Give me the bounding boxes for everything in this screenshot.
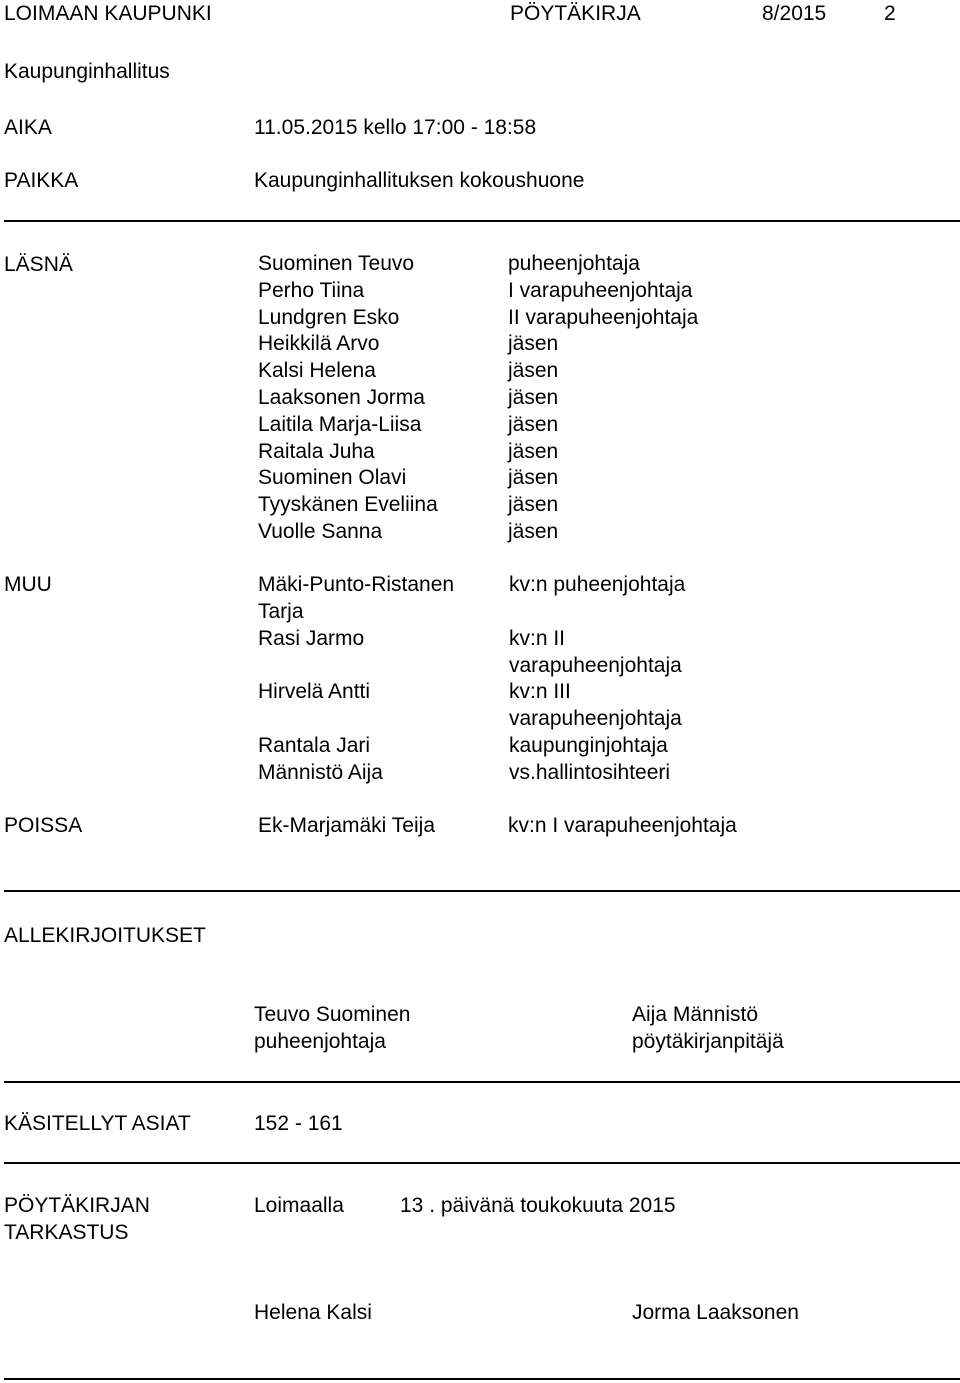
present-member-role: jäsen: [508, 519, 559, 543]
document-type: PÖYTÄKIRJA: [510, 2, 641, 25]
present-member-name: Tyyskänen Eveliina: [258, 493, 438, 517]
others-member-name: [258, 759, 498, 786]
absent-name: Ek-Marjamäki Teija: [258, 814, 435, 837]
others-member-role: [509, 759, 729, 786]
present-member-role: jäsen: [508, 439, 559, 463]
present-member-role: jäsen: [508, 412, 559, 436]
time-label: AIKA: [4, 116, 52, 139]
signatures-label: ALLEKIRJOITUKSET: [4, 924, 206, 947]
divider: [4, 1378, 960, 1380]
reviewer-2-name: Jorma Laaksonen: [632, 1301, 799, 1324]
others-member-role-line: kv:n II: [509, 626, 566, 650]
present-member-role: jäsen: [508, 359, 559, 383]
others-member-role-line: kaupunginjohtaja: [509, 733, 668, 757]
signer-1-name: Teuvo Suominen: [254, 1003, 411, 1026]
document-number: 8/2015: [762, 2, 827, 25]
present-member-name: Lundgren Esko: [258, 305, 400, 329]
others-member-role-line: varapuheenjohtaja: [509, 653, 682, 677]
others-member-name-line: Rantala Jari: [258, 733, 371, 757]
absent-label: POISSA: [4, 814, 83, 837]
others-member-name-line: Männistö Aija: [258, 760, 383, 784]
items-label: KÄSITELLYT ASIAT: [4, 1112, 191, 1135]
page-number: 2: [884, 2, 896, 25]
present-member-role: jäsen: [508, 385, 559, 409]
present-roles-list: [508, 251, 698, 546]
present-member-name: Vuolle Sanna: [258, 519, 383, 543]
place-value: Kaupunginhallituksen kokoushuone: [254, 169, 585, 192]
present-member-name: Perho Tiina: [258, 278, 365, 302]
present-member-role: jäsen: [508, 332, 559, 356]
others-label: MUU: [4, 573, 52, 596]
others-member-role: [509, 732, 729, 759]
present-member-role: jäsen: [508, 466, 559, 490]
present-member-role: puheenjohtaja: [508, 252, 640, 275]
review-place: Loimaalla: [254, 1194, 344, 1217]
others-member-role: [509, 625, 729, 679]
divider: [4, 1162, 960, 1164]
present-member-name: Laaksonen Jorma: [258, 385, 425, 409]
divider: [4, 220, 960, 222]
present-names-list: [258, 251, 438, 546]
others-member-role: [509, 678, 729, 732]
others-member-name: [258, 678, 498, 705]
signer-2-title: pöytäkirjanpitäjä: [632, 1030, 784, 1053]
time-value: 11.05.2015 kello 17:00 - 18:58: [254, 116, 537, 139]
present-member-name: Suominen Teuvo: [258, 252, 415, 275]
present-member-role: II varapuheenjohtaja: [508, 305, 699, 329]
others-member-role-line: varapuheenjohtaja: [509, 707, 682, 731]
signer-2-name: Aija Männistö: [632, 1003, 759, 1026]
items-value: 152 - 161: [254, 1112, 343, 1135]
present-member-name: Kalsi Helena: [258, 359, 376, 383]
organization-name: LOIMAAN KAUPUNKI: [4, 2, 212, 25]
present-member-role: jäsen: [508, 493, 559, 517]
others-member-role-line: vs.hallintosihteeri: [509, 760, 671, 784]
absent-role: kv:n I varapuheenjohtaja: [508, 814, 737, 837]
others-member-name: [258, 625, 498, 652]
others-member-name: [258, 732, 498, 759]
others-member-name-line: Tarja: [258, 600, 304, 623]
others-member-role-line: kv:n puheenjohtaja: [509, 573, 686, 596]
others-member-role: [509, 571, 729, 598]
others-member-name: [258, 571, 498, 625]
present-member-name: Raitala Juha: [258, 439, 375, 463]
present-member-name: Heikkilä Arvo: [258, 332, 380, 356]
present-member-name: Laitila Marja-Liisa: [258, 412, 422, 436]
present-label: LÄSNÄ: [4, 253, 73, 276]
present-member-role: I varapuheenjohtaja: [508, 278, 693, 302]
review-label-line-2: TARKASTUS: [4, 1221, 129, 1244]
place-label: PAIKKA: [4, 169, 79, 192]
divider: [4, 890, 960, 892]
reviewer-1-name: Helena Kalsi: [254, 1301, 372, 1324]
divider: [4, 1081, 960, 1083]
review-label-line-1: PÖYTÄKIRJAN: [4, 1194, 150, 1217]
others-member-role-line: kv:n III: [509, 680, 571, 704]
governing-body: Kaupunginhallitus: [4, 60, 170, 83]
others-member-name-line: Hirvelä Antti: [258, 680, 371, 704]
others-member-name-line: Rasi Jarmo: [258, 626, 365, 650]
review-date: 13 . päivänä toukokuuta 2015: [400, 1194, 676, 1217]
signer-1-title: puheenjohtaja: [254, 1030, 386, 1053]
present-member-name: Suominen Olavi: [258, 466, 407, 490]
others-member-name-line: Mäki-Punto-Ristanen: [258, 573, 455, 596]
